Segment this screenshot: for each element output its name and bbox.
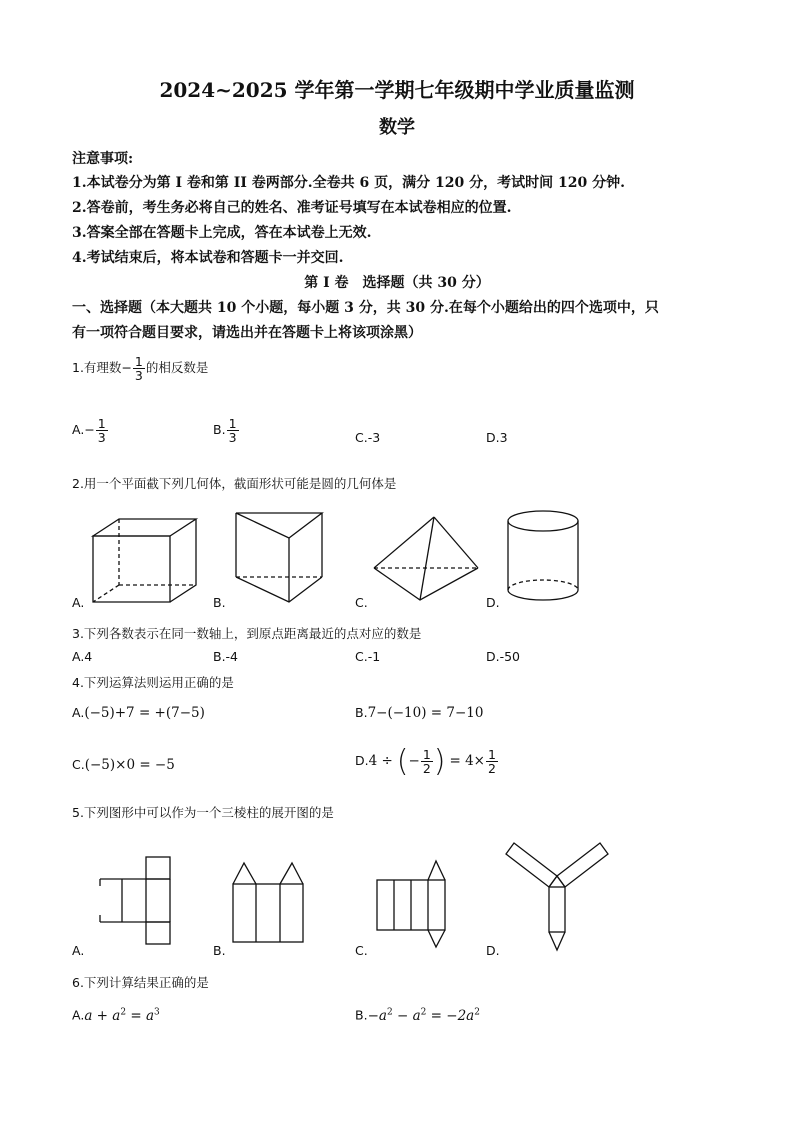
exam-title: 2024~2025 学年第一学期七年级期中学业质量监测 (159, 78, 635, 102)
q1-option-a[interactable]: A.− $\frac{1}{3}$ (72, 416, 106, 446)
net-figure-b (232, 862, 304, 944)
cube-figure (92, 518, 197, 604)
net-figure-d (505, 842, 609, 952)
q2-option-c[interactable]: C. (355, 595, 368, 610)
question-6: 6.下列计算结果正确的是 (72, 975, 209, 990)
notice-item-4: 4.考试结束后，将本试卷和答题卡一并交回. (72, 250, 344, 266)
q5-option-b[interactable]: B. (213, 943, 226, 958)
q4-option-a[interactable]: A.(−5)+7 = +(7−5) (72, 705, 205, 721)
question-1: 1.有理数− $\frac{1}{3}$ 的相反数是 (72, 354, 209, 384)
part1-heading: 第 I 卷 选择题（共 30 分） (304, 275, 490, 291)
q3-option-b[interactable]: B.-4 (213, 649, 239, 664)
notice-item-1: 1.本试卷分为第 I 卷和第 II 卷两部分.全卷共 6 页，满分 120 分，考试时间 120 分钟. (72, 175, 625, 191)
q2-option-b[interactable]: B. (213, 595, 226, 610)
notice-item-2: 2.答卷前，考生务必将自己的姓名、准考证号填写在本试卷相应的位置. (72, 200, 512, 216)
question-4: 4.下列运算法则运用正确的是 (72, 675, 234, 690)
subject-title: 数学 (379, 117, 415, 138)
q6-option-a[interactable]: $A.a + a^2 = a^3$ (72, 1007, 160, 1024)
q4-option-d[interactable]: D.4 ÷ (− $\frac{1}{2}$ ) = 4× $\frac{1}{2}$ (355, 744, 496, 779)
instructions-line-1: 一、选择题（本大题共 10 个小题，每小题 3 分，共 30 分.在每个小题给出的四个选项中，只 (72, 300, 659, 316)
q2-option-a[interactable]: A. (72, 595, 85, 610)
pyramid-figure (373, 516, 479, 602)
q4-option-b[interactable]: B.7−(−10) = 7−10 (355, 705, 484, 721)
q1-option-b[interactable]: B. $\frac{1}{3}$ (213, 416, 237, 446)
q3-option-a[interactable]: A.4 (72, 649, 93, 664)
notice-heading: 注意事项: (72, 151, 134, 167)
question-3: 3.下列各数表示在同一数轴上，到原点距离最近的点对应的数是 (72, 626, 422, 641)
q5-option-d[interactable]: D. (486, 943, 500, 958)
q4-option-c[interactable]: C.(−5)×0 = −5 (72, 757, 175, 773)
triangular-prism-figure (235, 512, 323, 604)
instructions-line-2: 有一项符合题目要求，请选出并在答题卡上将该项涂黑） (72, 325, 422, 341)
fraction: $\frac{1}{3}$ (134, 354, 143, 384)
cylinder-figure (507, 510, 579, 604)
q5-option-c[interactable]: C. (355, 943, 368, 958)
q6-option-b[interactable]: $B.-a^2 - a^2 = -2a^2$ (355, 1007, 480, 1024)
q2-option-d[interactable]: D. (486, 595, 500, 610)
q3-option-d[interactable]: D.-50 (486, 649, 521, 664)
q3-option-c[interactable]: C.-1 (355, 649, 381, 664)
notice-item-3: 3.答案全部在答题卡上完成，答在本试卷上无效. (72, 225, 372, 241)
question-2: 2.用一个平面截下列几何体，截面形状可能是圆的几何体是 (72, 476, 397, 491)
q1-option-d[interactable]: D.3 (486, 430, 508, 445)
q1-option-c[interactable]: C.-3 (355, 430, 381, 445)
question-5: 5.下列图形中可以作为一个三棱柱的展开图的是 (72, 805, 334, 820)
net-figure-c (376, 860, 460, 948)
net-figure-a (99, 856, 171, 946)
q5-option-a[interactable]: A. (72, 943, 85, 958)
